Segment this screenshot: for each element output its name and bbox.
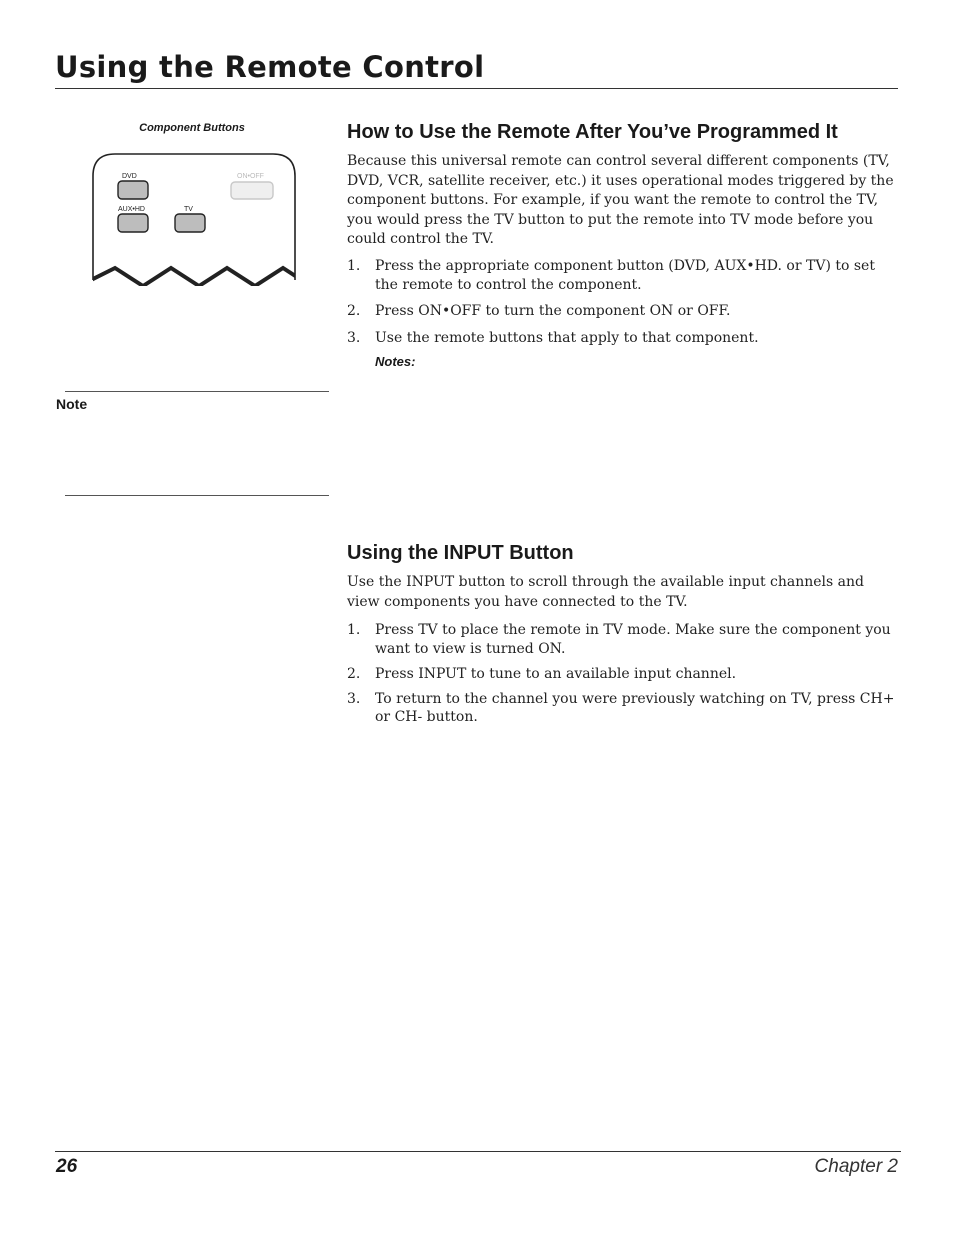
remote-torn-edge bbox=[85, 268, 305, 286]
note-top-rule bbox=[65, 391, 329, 392]
remote-illustration bbox=[85, 148, 305, 298]
list-item bbox=[347, 621, 895, 658]
step-text: Press INPUT to tune to an available input channel. bbox=[375, 666, 737, 682]
list-item bbox=[347, 690, 895, 727]
dvd-button bbox=[118, 181, 148, 199]
note-bottom-rule bbox=[65, 495, 329, 496]
on-off-label: ON•OFF bbox=[237, 173, 264, 180]
list-item bbox=[347, 665, 895, 684]
note-heading: Note bbox=[56, 396, 88, 412]
footer-rule bbox=[55, 1151, 901, 1152]
section-heading-programmed: How to Use the Remote After You’ve Programmed It bbox=[347, 121, 838, 143]
step-number: 2. bbox=[347, 303, 361, 319]
list-item bbox=[347, 329, 895, 348]
step-number: 2. bbox=[347, 666, 361, 682]
step-text: To return to the channel you were previously watching on TV, press CH+ or CH- button. bbox=[375, 690, 895, 725]
chapter-label: Chapter 2 bbox=[814, 1156, 898, 1177]
figure-caption: Component Buttons bbox=[139, 122, 245, 134]
page-title: Using the Remote Control bbox=[55, 50, 485, 84]
tv-button bbox=[175, 214, 205, 232]
step-text: Use the remote buttons that apply to that component. bbox=[375, 329, 759, 346]
step-text: Press the appropriate component button (DVD, AUX•HD. or TV) to set the remote to control the component. bbox=[375, 258, 875, 293]
on-off-button bbox=[231, 182, 273, 199]
step-number: 1. bbox=[347, 622, 361, 638]
list-item bbox=[347, 257, 895, 294]
tv-label: TV bbox=[184, 206, 193, 213]
aux-hd-label: AUX•HD bbox=[118, 206, 145, 213]
section-heading-input: Using the INPUT Button bbox=[347, 542, 574, 564]
step-number: 3. bbox=[347, 690, 361, 707]
steps-list-input bbox=[347, 621, 895, 727]
section-intro-programmed: Because this universal remote can control several different components (TV, DVD, VCR, satellite receiver, etc.) it uses operational modes triggered by the component buttons. For example, if you want the remote to control the TV, you would press the TV button to put the remote into TV mode before you could control the TV. bbox=[347, 153, 894, 247]
list-item bbox=[347, 302, 895, 321]
title-rule bbox=[55, 88, 898, 89]
aux-hd-button bbox=[118, 214, 148, 232]
step-number: 1. bbox=[347, 258, 361, 274]
page-number: 26 bbox=[56, 1156, 78, 1177]
step-text: Press TV to place the remote in TV mode. Make sure the component you want to view is turned ON. bbox=[375, 622, 891, 657]
steps-list-programmed bbox=[347, 257, 895, 347]
section-intro-input: Use the INPUT button to scroll through the available input channels and view components you have connected to the TV. bbox=[347, 574, 864, 610]
dvd-label: DVD bbox=[122, 173, 137, 180]
notes-label: Notes: bbox=[375, 354, 416, 369]
step-text: Press ON•OFF to turn the component ON or OFF. bbox=[375, 303, 731, 319]
step-number: 3. bbox=[347, 329, 361, 346]
